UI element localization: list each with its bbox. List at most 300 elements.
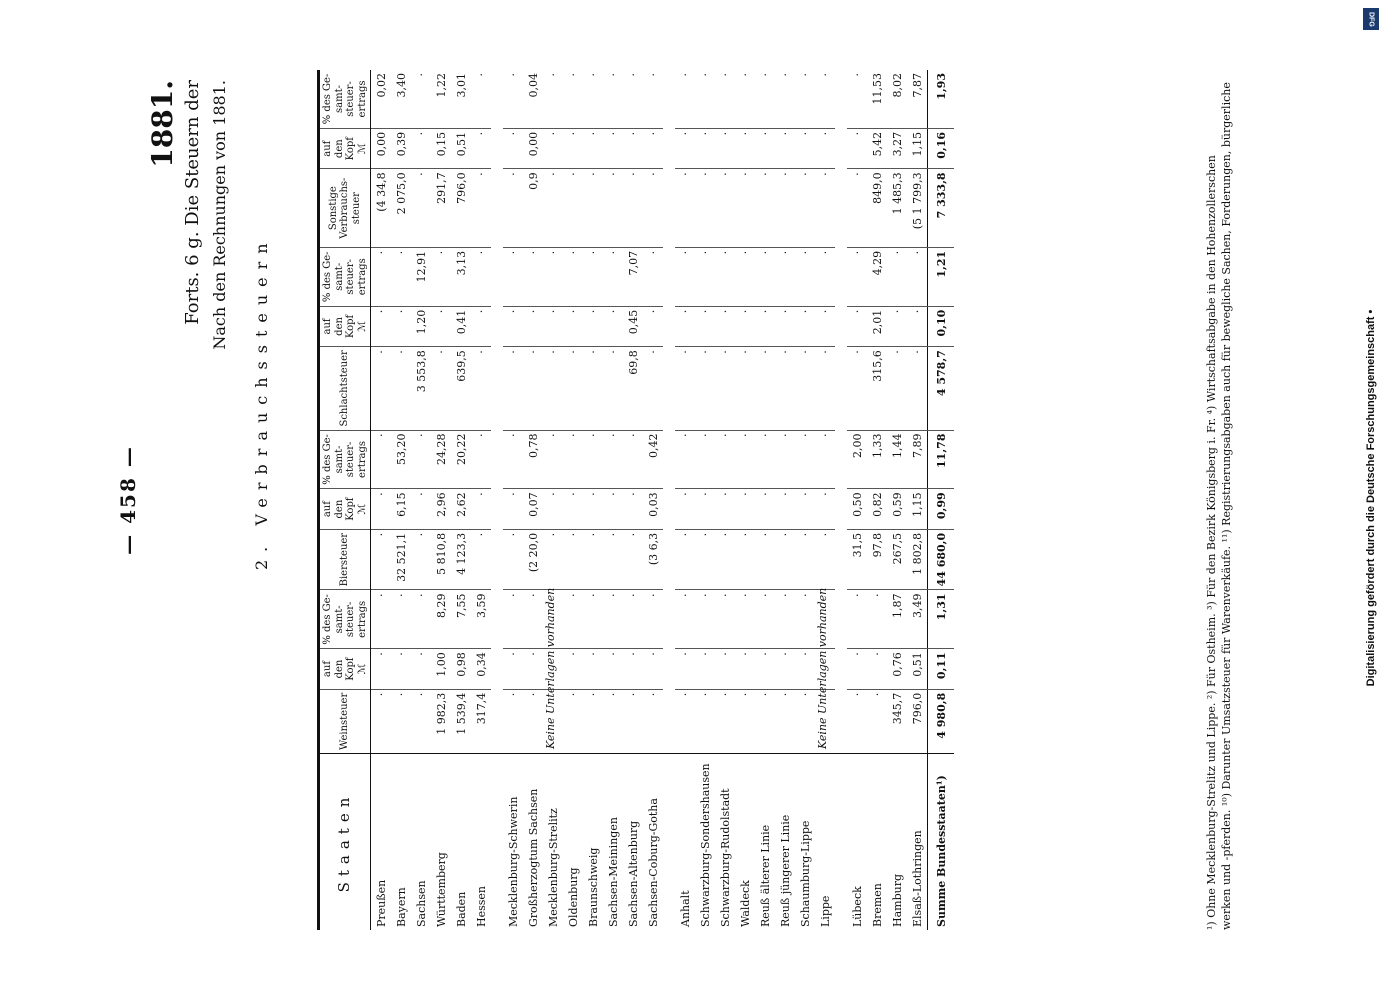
header-per-head: auf den Kopf ℳ [318, 306, 370, 347]
table-cell: · [623, 169, 643, 247]
table-cell: 2,96 [431, 489, 451, 530]
table-cell: 0,15 [431, 128, 451, 169]
table-cell: 0,10 [927, 306, 954, 347]
state-name: Württemberg [431, 754, 451, 931]
table-cell: 796,0 [451, 169, 471, 247]
table-cell: · [735, 529, 755, 590]
table-cell: 0,76 [887, 649, 907, 690]
table-cell: 849,0 [867, 169, 887, 247]
table-cell: 0,99 [927, 489, 954, 530]
table-cell: · [775, 649, 795, 690]
table-cell: · [523, 347, 543, 430]
table-cell: 0,42 [643, 430, 663, 489]
table-cell: · [715, 649, 735, 690]
table-cell: 0,98 [451, 649, 471, 690]
table-row [411, 70, 431, 930]
row-gap [835, 70, 847, 930]
table-cell: · [715, 247, 735, 306]
table-row [735, 70, 755, 930]
table-body [370, 70, 954, 930]
table-cell: · [583, 169, 603, 247]
table-cell: · [411, 430, 431, 489]
table-cell: · [503, 347, 523, 430]
table-cell: · [675, 347, 695, 430]
table-cell: · [646, 692, 659, 697]
state-name: Preußen [370, 754, 391, 931]
table-cell: · [735, 590, 755, 649]
table-cell: · [503, 649, 523, 690]
table-cell: · [795, 590, 815, 649]
table-cell: · [370, 529, 391, 590]
table-cell: · [775, 169, 795, 247]
state-name: Lippe [815, 754, 835, 931]
table-cell: 1,31 [927, 590, 954, 649]
table-cell: · [678, 692, 691, 697]
table-cell: · [623, 128, 643, 169]
table-cell: · [543, 169, 563, 247]
table-cell: · [795, 529, 815, 590]
table-cell: · [675, 430, 695, 489]
table-cell: · [815, 489, 835, 530]
table-cell: · [695, 529, 715, 590]
table-cell: · [775, 128, 795, 169]
table-cell: · [775, 247, 795, 306]
table-row [431, 70, 451, 930]
table-cell: 31,5 [847, 529, 867, 590]
table-cell: · [623, 590, 643, 649]
table-cell: · [795, 169, 815, 247]
document-subtitle: Nach den Rechnungen von 1881. [209, 80, 229, 350]
table-cell: · [715, 306, 735, 347]
table-cell: 0,00 [523, 128, 543, 169]
table-cell: · [675, 128, 695, 169]
gap-cell [491, 347, 503, 430]
table-cell: · [643, 306, 663, 347]
gap-cell [663, 489, 675, 530]
table-cell: 3,27 [887, 128, 907, 169]
table-cell: · [603, 70, 623, 128]
table-cell: 3,01 [451, 70, 471, 128]
table-cell: · [847, 70, 867, 128]
table-cell: · [391, 306, 411, 347]
table-cell: · [503, 128, 523, 169]
table-cell: · [735, 489, 755, 530]
table-cell: · [715, 169, 735, 247]
table-cell [543, 587, 563, 753]
table-row [643, 70, 663, 930]
table-row [795, 70, 815, 930]
footnotes [1204, 70, 1235, 930]
document-title: Forts. 6 g. Die Steuern der [181, 80, 203, 325]
table-cell: · [471, 347, 491, 430]
table-cell: · [603, 247, 623, 306]
table-cell: 1,44 [887, 430, 907, 489]
table-cell: · [583, 306, 603, 347]
table-cell: · [523, 590, 543, 649]
table-cell: · [563, 590, 583, 649]
gap-cell [491, 590, 503, 649]
table-cell: · [583, 247, 603, 306]
gap-cell [491, 306, 503, 347]
state-name: Braunschweig [583, 754, 603, 931]
row-gap [491, 70, 503, 930]
no-data-note: Keine Unterlagen vorhanden [815, 587, 829, 749]
gap-cell [491, 169, 503, 247]
table-cell: 1,15 [907, 128, 928, 169]
table-cell: 0,78 [523, 430, 543, 489]
table-cell: · [735, 247, 755, 306]
table-cell: 20,22 [451, 430, 471, 489]
state-name: Lübeck [847, 754, 867, 931]
table-cell: · [755, 128, 775, 169]
state-name: Schwarzburg-Rudolstadt [715, 754, 735, 931]
table-cell: · [523, 306, 543, 347]
table-cell: · [643, 169, 663, 247]
header-per-head: auf den Kopf ℳ [318, 489, 370, 530]
table-cell: 0,82 [867, 489, 887, 530]
table-cell: 12,91 [411, 247, 431, 306]
table-cell: · [374, 692, 387, 697]
table-cell: · [391, 590, 411, 649]
table-cell: · [583, 430, 603, 489]
table-cell: · [431, 347, 451, 430]
table-cell: · [907, 247, 928, 306]
state-name: Summe Bundesstaaten¹) [927, 754, 954, 931]
table-row [847, 70, 867, 930]
table-cell: · [795, 128, 815, 169]
table-cell: 0,00 [370, 128, 391, 169]
gap-cell [835, 128, 847, 169]
table-cell: · [795, 649, 815, 690]
table-cell: · [735, 128, 755, 169]
table-cell: · [603, 489, 623, 530]
table-cell: · [503, 529, 523, 590]
table-cell: 1,00 [431, 649, 451, 690]
table-cell: · [695, 306, 715, 347]
table-cell: 1 802,8 [907, 529, 928, 590]
gap-cell [663, 70, 675, 128]
gap-cell [835, 347, 847, 430]
table-cell: 639,5 [451, 347, 471, 430]
state-name: Sachsen-Coburg-Gotha [643, 754, 663, 931]
row-gap [663, 70, 675, 930]
gap-cell [835, 754, 847, 931]
table-cell: · [583, 70, 603, 128]
table-cell: · [411, 649, 431, 690]
table-cell: 7,89 [907, 430, 928, 489]
table-cell: 1 982,3 [434, 692, 447, 735]
table-cell: · [411, 529, 431, 590]
table-cell: · [675, 649, 695, 690]
table-row [391, 70, 411, 930]
table-row [887, 70, 907, 930]
gap-cell [663, 689, 675, 753]
table-cell: · [503, 306, 523, 347]
table-cell: · [370, 306, 391, 347]
gap-cell [663, 590, 675, 649]
gap-cell [835, 529, 847, 590]
table-cell: · [603, 169, 623, 247]
table-cell: · [695, 128, 715, 169]
table-cell: 1,22 [431, 70, 451, 128]
sum-row [927, 70, 954, 930]
table-cell: · [543, 489, 563, 530]
table-cell: · [775, 430, 795, 489]
table-cell: · [603, 529, 623, 590]
gap-cell [663, 649, 675, 690]
table-cell: 7 333,8 [927, 169, 954, 247]
table-cell: · [867, 590, 887, 649]
gap-cell [491, 689, 503, 753]
gap-cell [663, 128, 675, 169]
table-cell: · [471, 247, 491, 306]
document-year: 1881. [145, 80, 179, 168]
table-cell: · [526, 692, 539, 697]
table-cell: · [523, 247, 543, 306]
gap-cell [491, 128, 503, 169]
gap-cell [835, 590, 847, 649]
table-cell: · [887, 347, 907, 430]
header-sonstige: Sonstige Verbrauchs-steuer [318, 169, 370, 247]
table-cell: · [775, 70, 795, 128]
table-cell: 53,20 [391, 430, 411, 489]
table-cell: · [847, 590, 867, 649]
table-cell: 1,87 [887, 590, 907, 649]
gap-cell [835, 689, 847, 753]
table-cell: · [471, 70, 491, 128]
table-cell: · [675, 169, 695, 247]
table-cell: · [778, 692, 791, 697]
table-cell: · [695, 649, 715, 690]
table-cell: 0,45 [623, 306, 643, 347]
table-cell: · [391, 649, 411, 690]
gap-cell [835, 247, 847, 306]
table-cell: · [815, 347, 835, 430]
table-cell: 1,93 [927, 70, 954, 128]
table-cell: · [566, 692, 579, 697]
table-cell: · [543, 128, 563, 169]
table-row [675, 70, 695, 930]
footnote-line: werken und -pferden. ¹⁰) Darunter Umsatzsteuer für Warenverkäufe. ¹¹) Registrierungsabgaben auch für bewegliche Sachen, Forderungen, bürgerliche [1219, 82, 1233, 930]
table-cell: · [775, 590, 795, 649]
table-cell: · [583, 529, 603, 590]
table-cell: 6,15 [391, 489, 411, 530]
table-cell: · [411, 489, 431, 530]
state-name: Mecklenburg-Strelitz [543, 754, 563, 931]
table-cell: · [715, 489, 735, 530]
table-cell: · [735, 430, 755, 489]
table-cell: 0,41 [451, 306, 471, 347]
table-cell: · [735, 347, 755, 430]
table-cell: 291,7 [431, 169, 451, 247]
dfg-watermark [1363, 8, 1379, 988]
state-name: Großherzogtum Sachsen [523, 754, 543, 931]
table-cell: · [815, 247, 835, 306]
table-cell: 5,42 [867, 128, 887, 169]
table-cell: · [795, 430, 815, 489]
state-name: Waldeck [735, 754, 755, 931]
no-data-note: Keine Unterlagen vorhanden [543, 587, 557, 749]
state-name: Sachsen [411, 754, 431, 931]
table-cell: · [603, 347, 623, 430]
table-cell: · [503, 247, 523, 306]
table-cell: · [795, 70, 815, 128]
header-pct: % des Ge-samt-steuer-ertrags [318, 430, 370, 489]
gap-cell [663, 754, 675, 931]
table-cell: · [715, 430, 735, 489]
table-cell: · [715, 529, 735, 590]
table-cell: 11,53 [867, 70, 887, 128]
table-cell: · [471, 430, 491, 489]
gap-cell [491, 489, 503, 530]
table-cell: · [583, 590, 603, 649]
table-cell: · [847, 347, 867, 430]
table-cell: · [847, 247, 867, 306]
table-cell: · [755, 169, 775, 247]
table-cell: · [503, 70, 523, 128]
table-cell: · [815, 169, 835, 247]
state-name: Schaumburg-Lippe [795, 754, 815, 931]
table-cell: · [715, 347, 735, 430]
table-cell: 0,9 [523, 169, 543, 247]
table-cell: 4 578,7 [927, 347, 954, 430]
table-cell: · [563, 247, 583, 306]
table-cell: · [675, 70, 695, 128]
table-cell: 4 123,3 [451, 529, 471, 590]
table-cell: 3,59 [471, 590, 491, 649]
table-cell: · [675, 489, 695, 530]
table-cell: · [606, 692, 619, 697]
table-row [867, 70, 887, 930]
table-cell: · [715, 128, 735, 169]
table-cell: 0,04 [523, 70, 543, 128]
state-name: Hamburg [887, 754, 907, 931]
table-cell: 0,02 [370, 70, 391, 128]
table-cell: 2 075,0 [391, 169, 411, 247]
table-row [543, 70, 563, 930]
table-cell: 1,21 [927, 247, 954, 306]
table-row [715, 70, 735, 930]
table-cell: · [695, 70, 715, 128]
table-cell: 4,29 [867, 247, 887, 306]
state-name: Sachsen-Meiningen [603, 754, 623, 931]
table-row [775, 70, 795, 930]
table-cell: · [583, 347, 603, 430]
gap-cell [491, 754, 503, 931]
table-cell: · [715, 70, 735, 128]
gap-cell [491, 529, 503, 590]
table-cell: · [775, 347, 795, 430]
table-cell: · [391, 247, 411, 306]
table-cell: · [715, 590, 735, 649]
table-cell: · [675, 529, 695, 590]
table-cell: 0,07 [523, 489, 543, 530]
table-cell: · [411, 70, 431, 128]
table-cell: · [887, 306, 907, 347]
table-cell: · [543, 247, 563, 306]
table-cell: 0,59 [887, 489, 907, 530]
table-cell: · [795, 306, 815, 347]
table-cell: · [543, 529, 563, 590]
table-row [603, 70, 623, 930]
table-cell: · [503, 430, 523, 489]
table-cell: 1 485,3 [887, 169, 907, 247]
dfg-text: Digitalisierung gefördert durch die Deutsche Forschungsgemeinschaft • [1365, 309, 1377, 687]
table-cell: · [907, 347, 928, 430]
header-pct: % des Ge-samt-steuer-ertrags [318, 70, 370, 128]
table-cell: · [643, 247, 663, 306]
state-name: Baden [451, 754, 471, 931]
table-cell: · [758, 692, 771, 697]
table-cell: 0,39 [391, 128, 411, 169]
page-number: — 458 — [115, 445, 140, 555]
table-cell: · [370, 489, 391, 530]
table-cell: · [735, 649, 755, 690]
table-cell: 3,13 [451, 247, 471, 306]
table-cell: · [414, 692, 427, 697]
tax-table [317, 70, 954, 930]
state-name: Oldenburg [563, 754, 583, 931]
table-cell: 3,49 [907, 590, 928, 649]
table-cell: 4 980,8 [927, 689, 954, 753]
table-cell: · [563, 306, 583, 347]
table-cell: · [563, 430, 583, 489]
table-row [370, 70, 391, 930]
table-cell: · [543, 347, 563, 430]
table-cell: (3 6,3 [643, 529, 663, 590]
rotated-document [112, 70, 1272, 930]
table-row [623, 70, 643, 930]
gap-cell [663, 306, 675, 347]
table-cell: · [623, 649, 643, 690]
table-cell: · [411, 128, 431, 169]
table-cell: · [847, 169, 867, 247]
table-cell: 32 521,1 [391, 529, 411, 590]
table-cell: · [870, 692, 883, 697]
footnote-line: ¹) Ohne Mecklenburg-Strelitz und Lippe. ²) Für Ostheim. ³) Für den Bezirk Königsberg i. Fr. ⁴) Wirtschaftsabgabe in den Hohenzollerschen [1204, 155, 1218, 930]
state-name: Bayern [391, 754, 411, 931]
gap-cell [835, 169, 847, 247]
table-cell: · [583, 489, 603, 530]
table-cell: · [847, 649, 867, 690]
table-cell: · [623, 70, 643, 128]
table-cell: 0,50 [847, 489, 867, 530]
state-name: Elsaß-Lothringen [907, 754, 928, 931]
table-cell: · [471, 128, 491, 169]
table-cell: · [775, 529, 795, 590]
table-cell: · [695, 169, 715, 247]
table-cell: · [795, 347, 815, 430]
table-cell: · [815, 430, 835, 489]
table-cell: · [735, 169, 755, 247]
table-cell: 7,55 [451, 590, 471, 649]
table-cell: 11,78 [927, 430, 954, 489]
table-cell: (5 1 799,3 [907, 169, 928, 247]
table-cell: 315,6 [867, 347, 887, 430]
table-cell: · [370, 649, 391, 690]
gap-cell [835, 430, 847, 489]
table-cell: · [815, 529, 835, 590]
table-cell: 1,33 [867, 430, 887, 489]
table-cell: (2 20,0 [523, 529, 543, 590]
gap-cell [491, 430, 503, 489]
header-per-head: auf den Kopf ℳ [318, 649, 370, 690]
table-cell: · [411, 590, 431, 649]
table-cell: 0,03 [643, 489, 663, 530]
table-cell: · [506, 692, 519, 697]
gap-cell [835, 489, 847, 530]
table-cell: · [867, 649, 887, 690]
